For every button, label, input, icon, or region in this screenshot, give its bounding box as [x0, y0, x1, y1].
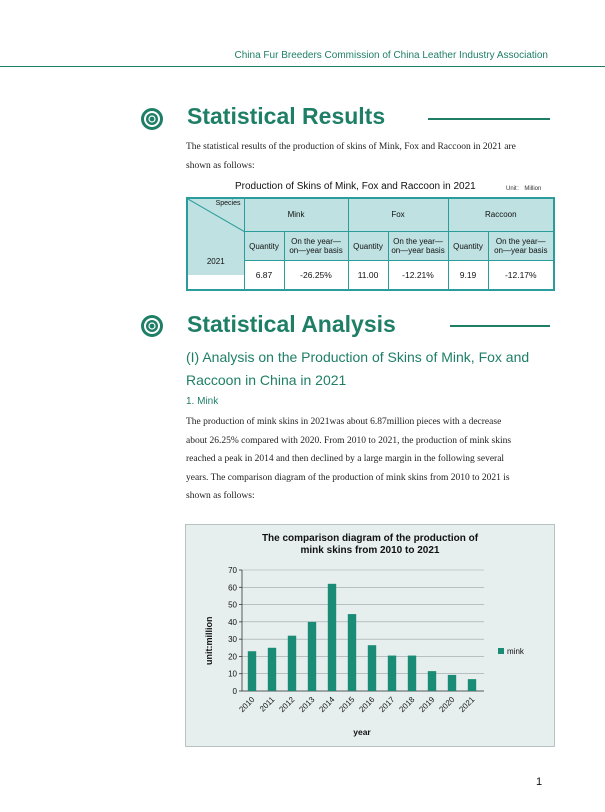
- production-table: [186, 197, 555, 291]
- paragraph-line: The production of mink skins in 2021was about 6.87million pieces with a decrease: [186, 417, 502, 427]
- section-title-rule: [428, 118, 550, 120]
- paragraph-line: shown as follows:: [186, 491, 255, 502]
- bar: [268, 648, 276, 691]
- section-title-rule: [450, 325, 550, 327]
- value-cell: -12.21%: [388, 261, 448, 290]
- y-tick-label: 30: [228, 635, 237, 645]
- group-header-mink: Mink: [244, 198, 348, 231]
- value-cell: 11.00: [348, 261, 388, 290]
- x-tick-label: 2011: [257, 695, 277, 714]
- basis-line: on—year basis: [494, 246, 548, 256]
- section-title-analysis: Statistical Analysis: [187, 311, 396, 337]
- bar: [348, 614, 356, 691]
- x-tick-label: 2021: [457, 695, 477, 714]
- corner-species-label: Species: [215, 200, 241, 207]
- value-cell: 9.19: [448, 261, 488, 290]
- paragraph-line: about 26.25% compared with 2020. From 2010 to 2021, the production of mink skins: [186, 435, 512, 446]
- intro-line: The statistical results of the production of skins of Mink, Fox and Raccoon in 2021 are: [186, 142, 516, 152]
- col-header-quantity: Quantity: [244, 231, 284, 260]
- y-tick-label: 40: [228, 617, 237, 627]
- bar: [248, 651, 256, 691]
- value-cell: 6.87: [244, 261, 284, 290]
- y-tick-label: 50: [228, 600, 237, 610]
- section-title-results: Statistical Results: [187, 103, 386, 129]
- header-rule: [0, 66, 605, 67]
- basis-line: On the year—: [495, 237, 546, 247]
- col-header-basis: [488, 231, 554, 260]
- bar: [408, 656, 416, 691]
- col-header-quantity: Quantity: [348, 231, 388, 260]
- basis-line: on—year basis: [289, 246, 343, 256]
- target-bullet-icon: [140, 314, 164, 338]
- col-header-basis: [388, 231, 448, 260]
- year-cell: 2021: [187, 247, 244, 276]
- page-header: [0, 48, 605, 68]
- chart-plot: [185, 524, 553, 745]
- x-tick-label: 2014: [317, 695, 337, 714]
- bar: [448, 675, 456, 691]
- x-tick-label: 2019: [417, 695, 437, 714]
- col-header-basis: [284, 231, 348, 260]
- legend-swatch: [498, 648, 504, 654]
- paragraph-line: years. The comparison diagram of the production of mink skins from 2010 to 2021 is: [186, 472, 510, 483]
- y-tick-label: 0: [232, 687, 237, 696]
- x-tick-label: 2015: [337, 695, 357, 714]
- bar: [368, 645, 376, 691]
- chart-title-line: mink skins from 2010 to 2021: [300, 545, 440, 556]
- page-number: 1: [536, 776, 543, 788]
- basis-line: on—year basis: [391, 246, 445, 256]
- col-header-quantity: Quantity: [448, 231, 488, 260]
- x-tick-label: 2010: [237, 695, 257, 714]
- paragraph-line: reached a peak in 2014 and then declined by a large margin in the following several: [186, 454, 505, 465]
- basis-line: On the year—: [291, 237, 341, 247]
- value-cell: -26.25%: [284, 261, 348, 290]
- bar: [428, 671, 436, 691]
- subsection-heading-line: Raccoon in China in 2021: [186, 372, 347, 388]
- mink-paragraph: [186, 413, 552, 506]
- x-tick-label: 2018: [397, 695, 417, 714]
- target-bullet-icon: [140, 107, 164, 131]
- bar: [388, 656, 396, 691]
- bar: [328, 584, 336, 691]
- intro-paragraph: [186, 138, 552, 176]
- x-tick-label: 2012: [277, 695, 297, 714]
- group-header-raccoon: Raccoon: [448, 198, 554, 231]
- legend-label: mink: [507, 647, 524, 656]
- x-tick-label: 2016: [357, 695, 377, 714]
- y-tick-label: 20: [228, 652, 237, 662]
- x-tick-label: 2020: [437, 695, 457, 714]
- y-tick-label: 10: [228, 669, 237, 679]
- chart-title-line: The comparison diagram of the production of: [261, 533, 479, 544]
- subsection-heading-line: (I) Analysis on the Production of Skins of Mink, Fox and: [186, 349, 530, 365]
- x-tick-label: 2013: [297, 695, 317, 714]
- table-caption: Production of Skins of Mink, Fox and Raccoon in 2021: [235, 181, 476, 192]
- x-tick-label: 2017: [377, 695, 397, 714]
- intro-line: shown as follows:: [186, 161, 255, 171]
- bar: [468, 679, 476, 691]
- group-header-fox: Fox: [348, 198, 448, 231]
- value-cell: -12.17%: [488, 261, 554, 290]
- bar: [308, 622, 316, 691]
- mink-heading: 1. Mink: [186, 396, 219, 407]
- y-tick-label: 60: [228, 583, 237, 593]
- y-tick-label: 70: [228, 566, 237, 575]
- header-text: China Fur Breeders Commission of China Leather Industry Association: [234, 50, 548, 61]
- bar: [288, 636, 296, 691]
- y-axis-label: unit:million: [204, 616, 214, 665]
- basis-line: On the year—: [393, 237, 443, 247]
- table-unit: Unit： Million: [506, 186, 542, 192]
- x-axis-label: year: [353, 727, 371, 737]
